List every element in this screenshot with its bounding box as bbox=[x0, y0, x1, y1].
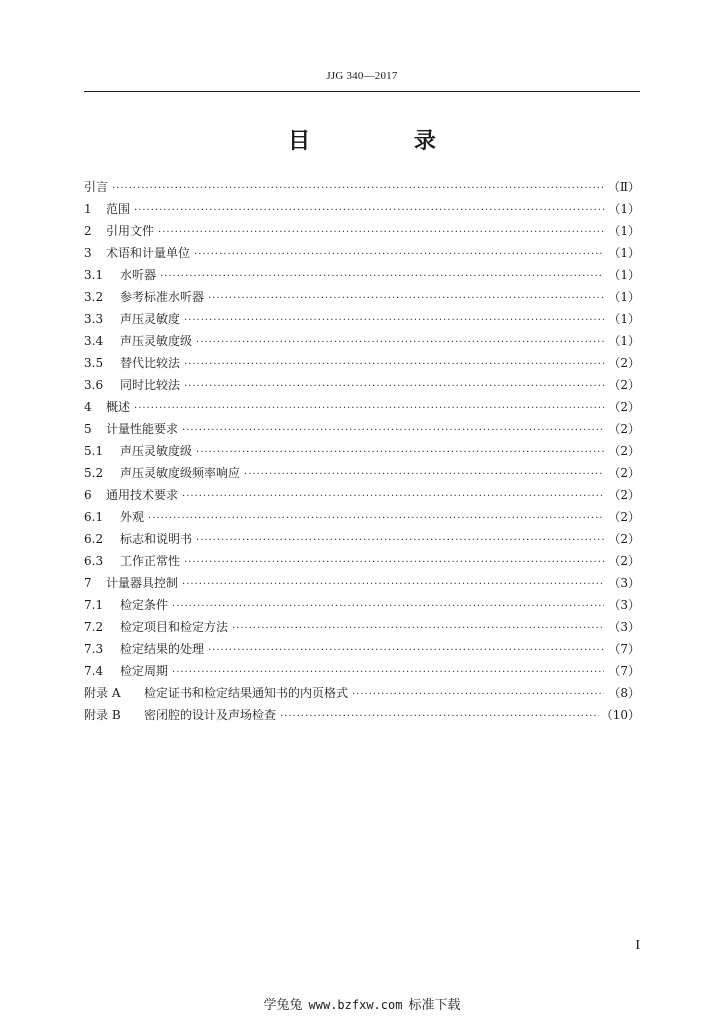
toc-entry-number: 5.1 bbox=[84, 444, 104, 458]
toc-entry-page: （8） bbox=[608, 686, 640, 700]
toc-entry-page: （3） bbox=[608, 576, 640, 590]
toc-entry[interactable] bbox=[84, 528, 640, 550]
toc-entry-label: 声压灵敏度级频率响应 bbox=[120, 466, 241, 480]
toc-dot-leader bbox=[184, 310, 604, 332]
toc-entry-page: （2） bbox=[608, 554, 640, 568]
toc-dot-leader bbox=[232, 618, 604, 640]
running-header: JJG 340—2017 bbox=[326, 70, 398, 82]
toc-entry-page: （1） bbox=[608, 312, 640, 326]
toc-entry[interactable] bbox=[84, 594, 640, 616]
toc-entry-page: （1） bbox=[608, 268, 640, 282]
toc-entry-page: （1） bbox=[608, 246, 640, 260]
toc-entry-page: （1） bbox=[608, 334, 640, 348]
toc-entry-number: 7.3 bbox=[84, 642, 104, 656]
toc-dot-leader bbox=[352, 684, 604, 706]
toc-entry-page: （2） bbox=[608, 378, 640, 392]
toc-dot-leader bbox=[196, 332, 604, 354]
toc-entry-label: 参考标准水听器 bbox=[120, 290, 205, 304]
toc-entry-number: 3.1 bbox=[84, 268, 104, 282]
toc-dot-leader bbox=[182, 420, 604, 442]
toc-entry[interactable] bbox=[84, 220, 640, 242]
toc-entry[interactable] bbox=[84, 374, 640, 396]
toc-entry-number: 7.1 bbox=[84, 598, 104, 612]
toc-entry-label: 检定周期 bbox=[120, 664, 169, 678]
toc-entry-page: （1） bbox=[608, 224, 640, 238]
toc-entry[interactable] bbox=[84, 176, 640, 198]
toc-entry-page: （2） bbox=[608, 356, 640, 370]
toc-entry-number: 3 bbox=[84, 246, 92, 260]
toc-entry-label: 计量性能要求 bbox=[106, 422, 179, 436]
toc-entry[interactable] bbox=[84, 462, 640, 484]
toc-entry[interactable] bbox=[84, 308, 640, 330]
toc-entry-number: 5 bbox=[84, 422, 92, 436]
toc-entry-page: （2） bbox=[608, 400, 640, 414]
toc-entry-number: 6.1 bbox=[84, 510, 104, 524]
toc-entry-label: 概述 bbox=[106, 400, 131, 414]
toc-entry-label: 引用文件 bbox=[106, 224, 155, 238]
toc-entry-page: （10） bbox=[600, 708, 640, 722]
toc-entry-page: （3） bbox=[608, 598, 640, 612]
toc-entry-label: 声压灵敏度级 bbox=[120, 334, 193, 348]
toc-dot-leader bbox=[172, 662, 604, 684]
toc-dot-leader bbox=[196, 442, 604, 464]
toc-entry-label: 密闭腔的设计及声场检查 bbox=[144, 708, 277, 722]
toc-dot-leader bbox=[182, 486, 604, 508]
toc-entry-number: 5.2 bbox=[84, 466, 104, 480]
toc-entry-label: 引言 bbox=[84, 180, 109, 194]
toc-entry-number: 1 bbox=[84, 202, 92, 216]
toc-dot-leader bbox=[158, 222, 604, 244]
toc-entry-page: （2） bbox=[608, 466, 640, 480]
toc-entry-number: 4 bbox=[84, 400, 92, 414]
toc-dot-leader bbox=[184, 376, 604, 398]
toc-entry-page: （2） bbox=[608, 444, 640, 458]
toc-dot-leader bbox=[184, 354, 604, 376]
toc-entry-label: 标志和说明书 bbox=[120, 532, 193, 546]
toc-entry-page: （2） bbox=[608, 422, 640, 436]
footer-tagline: 标准下载 bbox=[408, 998, 461, 1013]
toc-dot-leader bbox=[208, 640, 604, 662]
toc-entry-page: （2） bbox=[608, 532, 640, 546]
toc-entry[interactable] bbox=[84, 198, 640, 220]
toc-entry[interactable] bbox=[84, 550, 640, 572]
toc-dot-leader bbox=[134, 398, 604, 420]
toc-dot-leader bbox=[208, 288, 604, 310]
toc-entry-number: 附录 B bbox=[84, 708, 121, 722]
toc-entry-page: （7） bbox=[608, 664, 640, 678]
toc-entry-page: （7） bbox=[608, 642, 640, 656]
toc-entry-page: （1） bbox=[608, 290, 640, 304]
toc-dot-leader bbox=[184, 552, 604, 574]
toc-entry-page: （2） bbox=[608, 488, 640, 502]
toc-entry-label: 术语和计量单位 bbox=[106, 246, 191, 260]
toc-dot-leader bbox=[244, 464, 604, 486]
toc-dot-leader bbox=[134, 200, 604, 222]
toc-entry-label: 检定条件 bbox=[120, 598, 169, 612]
toc-dot-leader bbox=[280, 706, 599, 728]
toc-entry[interactable] bbox=[84, 660, 640, 682]
toc-entry[interactable] bbox=[84, 506, 640, 528]
toc-entry-label: 声压灵敏度级 bbox=[120, 444, 193, 458]
toc-dot-leader bbox=[172, 596, 604, 618]
toc-entry[interactable] bbox=[84, 682, 640, 704]
toc-entry[interactable] bbox=[84, 242, 640, 264]
toc-entry-label: 外观 bbox=[120, 510, 145, 524]
toc-dot-leader bbox=[160, 266, 604, 288]
toc-entry-page: （1） bbox=[608, 202, 640, 216]
toc-entry-number: 6 bbox=[84, 488, 92, 502]
toc-entry[interactable] bbox=[84, 286, 640, 308]
table-of-contents bbox=[84, 176, 640, 726]
toc-entry[interactable] bbox=[84, 484, 640, 506]
toc-entry[interactable] bbox=[84, 352, 640, 374]
toc-entry[interactable] bbox=[84, 616, 640, 638]
toc-entry-label: 范围 bbox=[106, 202, 131, 216]
toc-entry[interactable] bbox=[84, 264, 640, 286]
toc-entry-label: 水听器 bbox=[120, 268, 157, 282]
toc-entry-number: 3.3 bbox=[84, 312, 104, 326]
toc-dot-leader bbox=[196, 530, 604, 552]
toc-entry-label: 检定证书和检定结果通知书的内页格式 bbox=[144, 686, 349, 700]
toc-entry-number: 6.2 bbox=[84, 532, 104, 546]
header-rule bbox=[84, 91, 640, 92]
toc-entry[interactable] bbox=[84, 704, 640, 726]
toc-entry-number: 3.4 bbox=[84, 334, 104, 348]
footer-site-name: 学兔兔 bbox=[263, 998, 303, 1013]
toc-dot-leader bbox=[112, 178, 604, 200]
toc-entry-number: 7.2 bbox=[84, 620, 104, 634]
toc-entry-number: 6.3 bbox=[84, 554, 104, 568]
toc-entry-number: 2 bbox=[84, 224, 92, 238]
toc-entry-number: 7.4 bbox=[84, 664, 104, 678]
toc-entry-label: 通用技术要求 bbox=[106, 488, 179, 502]
toc-entry-number: 3.2 bbox=[84, 290, 104, 304]
toc-entry-label: 检定结果的处理 bbox=[120, 642, 205, 656]
toc-entry-label: 计量器具控制 bbox=[106, 576, 179, 590]
toc-entry-page: （Ⅱ） bbox=[607, 180, 640, 194]
toc-entry[interactable] bbox=[84, 396, 640, 418]
toc-dot-leader bbox=[148, 508, 604, 530]
toc-entry-label: 工作正常性 bbox=[120, 554, 181, 568]
toc-entry-label: 替代比较法 bbox=[120, 356, 181, 370]
toc-dot-leader bbox=[194, 244, 604, 266]
toc-entry-label: 声压灵敏度 bbox=[120, 312, 181, 326]
toc-entry-label: 同时比较法 bbox=[120, 378, 181, 392]
toc-entry-number: 3.5 bbox=[84, 356, 104, 370]
footer bbox=[0, 994, 724, 1013]
toc-entry[interactable] bbox=[84, 418, 640, 440]
toc-entry[interactable] bbox=[84, 330, 640, 352]
toc-entry-number: 3.6 bbox=[84, 378, 104, 392]
toc-entry-number: 附录 A bbox=[84, 686, 121, 700]
toc-dot-leader bbox=[182, 574, 604, 596]
toc-entry[interactable] bbox=[84, 638, 640, 660]
page-number: I bbox=[635, 938, 640, 953]
page-title: 目 录 bbox=[288, 129, 484, 154]
footer-url[interactable]: www.bzfxw.com bbox=[308, 998, 403, 1012]
toc-entry-label: 检定项目和检定方法 bbox=[120, 620, 229, 634]
toc-entry-page: （3） bbox=[608, 620, 640, 634]
toc-entry-page: （2） bbox=[608, 510, 640, 524]
toc-entry[interactable] bbox=[84, 440, 640, 462]
toc-entry-number: 7 bbox=[84, 576, 92, 590]
toc-entry[interactable] bbox=[84, 572, 640, 594]
